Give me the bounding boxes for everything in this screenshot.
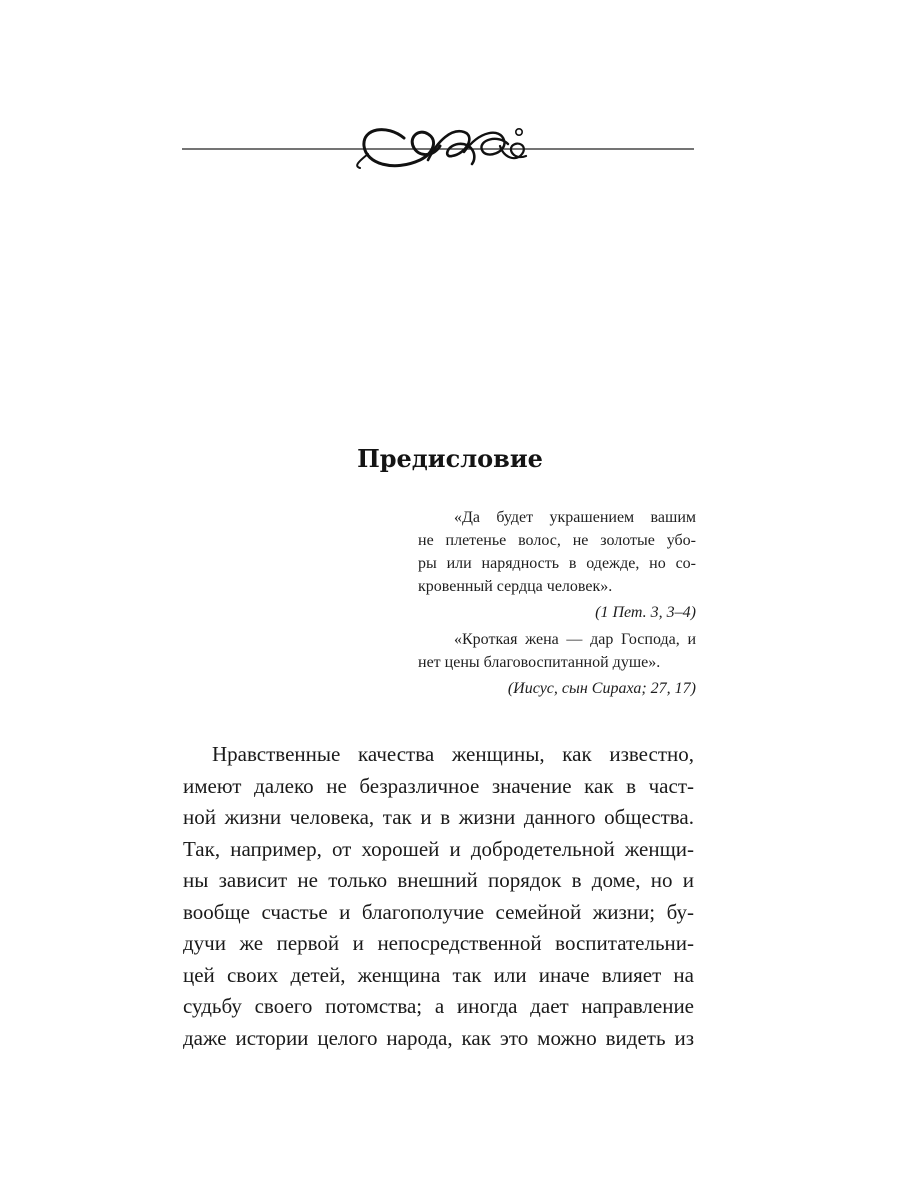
body-line: судьбу своего потомства; а иногда дает направление bbox=[183, 994, 694, 1018]
flourish-divider-icon bbox=[182, 110, 694, 190]
body-line: Нравственные качества женщины, как известно, bbox=[212, 742, 694, 766]
epigraph-line: «Да будет украшением вашим bbox=[454, 509, 696, 526]
epigraph-source: (1 Пет. 3, 3–4) bbox=[595, 604, 696, 621]
body-text bbox=[183, 739, 694, 1054]
epigraph-line: ры или нарядность в одежде, но со- bbox=[418, 555, 696, 572]
body-line: даже истории целого народа, как это можно видеть из bbox=[183, 1025, 694, 1050]
body-line: ны зависит не только внешний порядок в доме, но и bbox=[183, 868, 694, 892]
epigraph-line: не плетенье волос, не золотые убо- bbox=[418, 532, 696, 549]
epigraph bbox=[418, 506, 696, 704]
page-title: Предисловие bbox=[357, 444, 543, 473]
epigraph-line: нет цены благовоспитанной душе». bbox=[418, 654, 661, 671]
epigraph-source: (Иисус, сын Сираха; 27, 17) bbox=[507, 680, 696, 697]
body-line: вообще счастье и благополучие семейной жизни; бу- bbox=[183, 899, 694, 924]
body-line: дучи же первой и непосредственной воспитательни- bbox=[183, 931, 694, 955]
body-line: Так, например, от хорошей и добродетельной женщи- bbox=[183, 836, 694, 861]
body-line: цей своих детей, женщина так или иначе влияет на bbox=[183, 962, 694, 987]
body-line: ной жизни человека, так и в жизни данного общества. bbox=[183, 805, 694, 829]
epigraph-line: кровенный сердца человек». bbox=[418, 578, 613, 595]
body-line: имеют далеко не безразличное значение как в част- bbox=[183, 773, 694, 798]
epigraph-line: «Кроткая жена — дар Господа, и bbox=[454, 631, 696, 648]
